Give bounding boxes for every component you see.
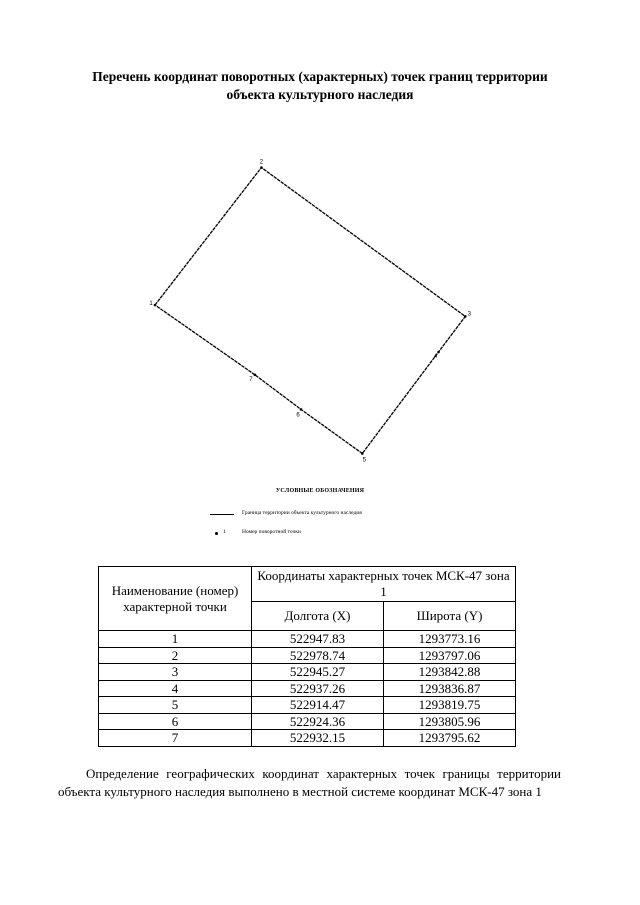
cell-y: 1293795.62 [384,730,516,747]
cell-x: 522937.26 [252,680,384,697]
title-line-1: Перечень координат поворотных (характерных) точек границ территории [92,69,548,84]
header-point-name: Наименование (номер) характерной точки [99,567,252,631]
cell-y: 1293805.96 [384,713,516,730]
table-row [99,664,516,681]
table-row [99,697,516,714]
table-row [99,631,516,648]
document-title [40,68,600,104]
header-x: Долгота (X) [252,602,384,631]
boundary-line [155,168,465,454]
turning-point-label: 7 [249,376,253,383]
cell-y: 1293819.75 [384,697,516,714]
legend-title: УСЛОВНЫЕ ОБОЗНАЧЕНИЯ [275,488,365,494]
table-row [99,680,516,697]
cell-x: 522914.47 [252,697,384,714]
legend-boundary-line-icon [210,514,234,515]
cell-y: 1293797.06 [384,647,516,664]
coordinates-table [98,566,516,747]
header-y: Широта (Y) [384,602,516,631]
turning-point-label: 6 [296,412,300,419]
boundary-scheme [0,140,640,470]
turning-point-label: 3 [467,311,471,318]
table-row [99,713,516,730]
turning-point-marker [300,408,303,411]
cell-x: 522978.74 [252,647,384,664]
cell-point-name: 1 [99,631,252,648]
legend-point-label: Номер поворотной точки [242,529,301,535]
cell-point-name: 3 [99,664,252,681]
cell-x: 522924.36 [252,713,384,730]
turning-point-label: 4 [433,354,438,360]
legend-boundary-label: Граница территории объекта культурного наследия [242,510,362,516]
turning-point-marker [154,304,157,307]
legend [200,488,440,535]
table-row [99,647,516,664]
title-line-2: объекта культурного наследия [226,87,414,102]
table-row [99,730,516,747]
legend-point-marker-icon [215,532,218,535]
cell-y: 1293773.16 [384,631,516,648]
cell-x: 522947.83 [252,631,384,648]
cell-y: 1293836.87 [384,680,516,697]
cell-x: 522932.15 [252,730,384,747]
turning-point-marker [254,374,257,377]
cell-point-name: 5 [99,697,252,714]
legend-point-number: 1 [223,529,226,535]
turning-point-marker [361,452,364,455]
cell-point-name: 4 [99,680,252,697]
cell-y: 1293842.88 [384,664,516,681]
turning-point-label: 2 [259,159,264,166]
header-coordinates: Координаты характерных точек МСК-47 зона 1 [252,567,516,602]
footer-note: Определение географических координат характерных точек границы территории объекта культурного наследия выполнено в местной системе координат МСК-47 зона 1 [58,766,561,799]
cell-x: 522945.27 [252,664,384,681]
cell-point-name: 7 [99,730,252,747]
turning-point-label: 1 [149,301,153,307]
cell-point-name: 2 [99,647,252,664]
turning-point-marker [260,166,263,169]
cell-point-name: 6 [99,713,252,730]
turning-point-marker [437,351,440,354]
turning-point-marker [464,315,467,318]
turning-point-label: 5 [362,457,366,464]
